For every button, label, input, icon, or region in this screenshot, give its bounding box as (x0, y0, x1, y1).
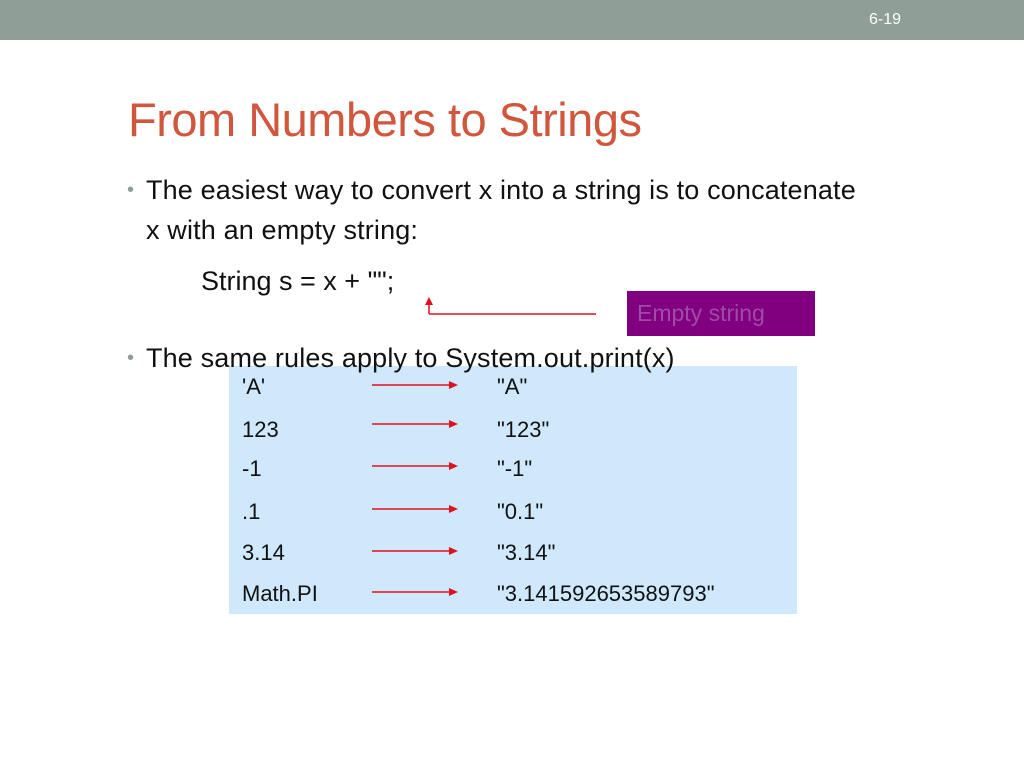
callout-pointer-arrow (420, 296, 605, 320)
conversion-table (229, 366, 797, 614)
bullet-text: The easiest way to convert x into a string is to concatenate x with an empty string: (146, 175, 856, 245)
table-output-cell: "A" (497, 374, 528, 399)
table-output-cell: "3.141592653589793" (497, 581, 715, 606)
arrow-right-icon (370, 585, 460, 599)
arrow-right-icon (370, 417, 460, 431)
table-output-cell: "0.1" (497, 499, 544, 524)
arrow-right-icon (370, 502, 460, 516)
code-example: String s = x + ""; (201, 266, 395, 296)
bullet-item (127, 338, 866, 378)
bullet-marker-icon: • (127, 347, 135, 369)
slide-number: 6-19 (868, 11, 902, 28)
slide-title: From Numbers to Strings (128, 93, 642, 146)
bullet-text: The same rules apply to System.out.print(x) (146, 343, 675, 373)
table-input-cell: 3.14 (242, 540, 285, 565)
table-input-cell: -1 (242, 456, 262, 481)
table-input-cell: 123 (242, 417, 279, 442)
table-output-cell: "-1" (497, 456, 533, 481)
arrow-right-icon (370, 544, 460, 558)
table-input-cell: Math.PI (242, 581, 318, 606)
bullet-item (127, 170, 866, 250)
arrow-right-icon (370, 459, 460, 473)
table-output-cell: "3.14" (497, 540, 556, 565)
bullet-marker-icon: • (127, 179, 135, 201)
header-bar (0, 0, 1024, 40)
table-output-cell: "123" (497, 417, 550, 442)
table-input-cell: 'A' (242, 374, 266, 399)
table-input-cell: .1 (242, 499, 261, 524)
arrow-right-icon (370, 378, 460, 392)
empty-string-callout: Empty string (627, 291, 815, 336)
